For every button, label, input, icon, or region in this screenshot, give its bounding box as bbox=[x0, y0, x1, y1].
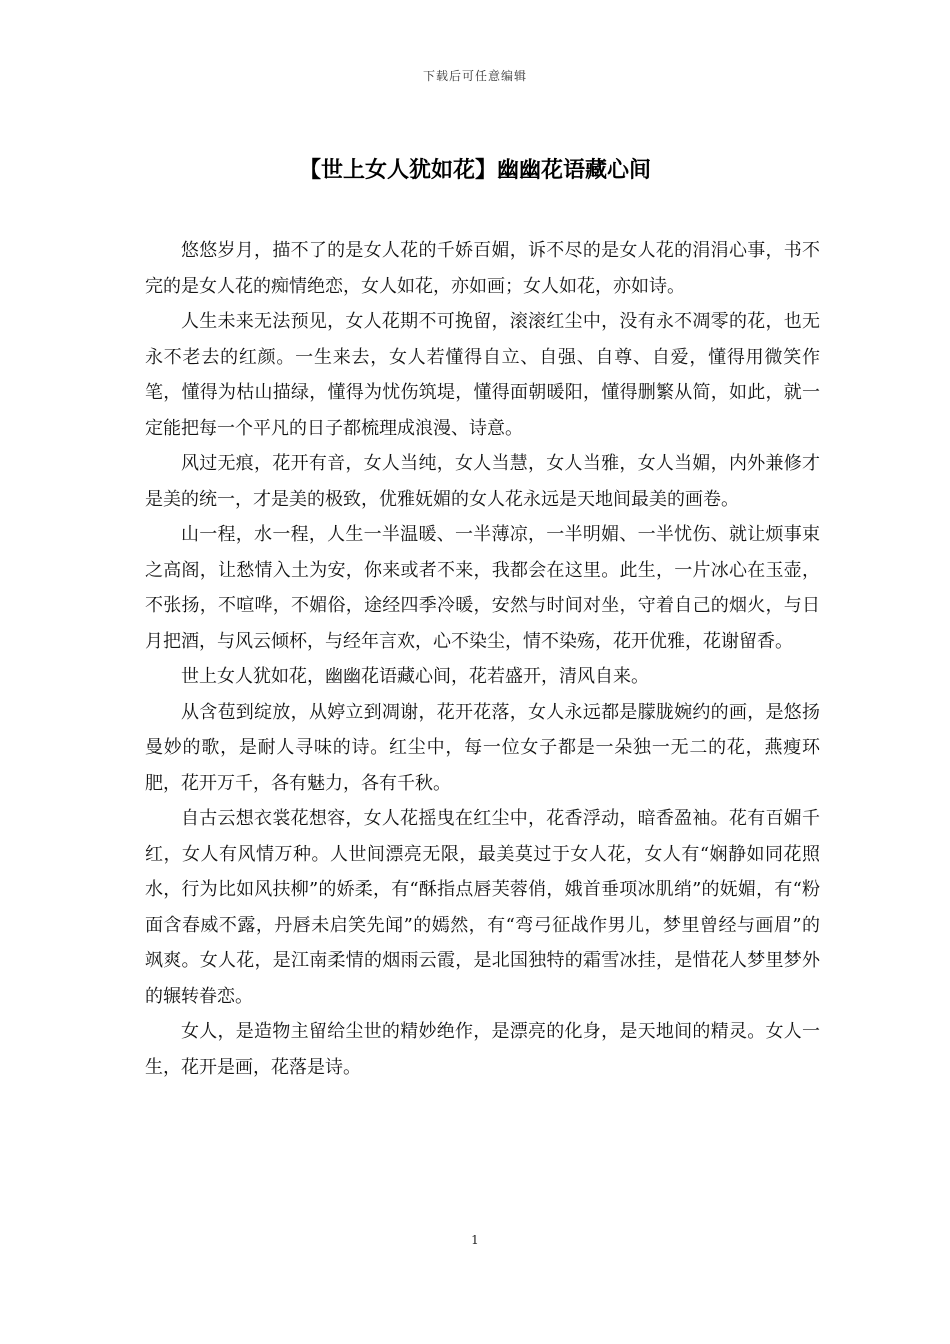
paragraph: 自古云想衣裳花想容，女人花摇曳在红尘中，花香浮动，暗香盈袖。花有百媚千红，女人有风情万种。人世间漂亮无限，最美莫过于女人花，女人有“娴静如同花照水，行为比如风扶柳”的娇柔，有“酥指点唇芙蓉俏，娥首垂项冰肌绡”的妩媚，有“粉面含春威不露，丹唇未启笑先闻”的嫣然，有“弯弓征战作男儿，梦里曾经与画眉”的飒爽。女人花，是江南柔情的烟雨云霞，是北国独特的霜雪冰挂，是惜花人梦里梦外的辗转眷恋。 bbox=[145, 808, 820, 1007]
paragraph: 风过无痕，花开有音，女人当纯，女人当慧，女人当雅，女人当媚，内外兼修才是美的统一，才是美的极致，优雅妩媚的女人花永远是天地间最美的画卷。 bbox=[145, 453, 820, 510]
document-body bbox=[145, 233, 820, 1085]
paragraph: 世上女人犹如花，幽幽花语藏心间，花若盛开，清风自来。 bbox=[181, 666, 649, 687]
paragraph: 从含苞到绽放，从婷立到凋谢，花开花落，女人永远都是朦胧婉约的画，是悠扬曼妙的歌，是耐人寻味的诗。红尘中，每一位女子都是一朵独一无二的花，燕瘦环肥，花开万千，各有魅力，各有千秋。 bbox=[145, 701, 820, 794]
document-title: 【世上女人犹如花】幽幽花语藏心间 bbox=[298, 157, 651, 183]
page-number: 1 bbox=[471, 1233, 479, 1247]
paragraph: 人生未来无法预见，女人花期不可挽留，滚滚红尘中，没有永不凋零的花，也无永不老去的红颜。一生来去，女人若懂得自立、自强、自尊、自爱，懂得用微笑作笔，懂得为枯山描绿，懂得为忧伤筑堤，懂得面朝暖阳，懂得删繁从简，如此，就一定能把每一个平凡的日子都梳理成浪漫、诗意。 bbox=[145, 311, 820, 439]
header-note: 下载后可任意编辑 bbox=[422, 69, 527, 83]
paragraph: 山一程，水一程，人生一半温暖、一半薄凉，一半明媚、一半忧伤、就让烦事束之高阁，让愁情入土为安，你来或者不来，我都会在这里。此生，一片冰心在玉壶，不张扬，不喧哗，不媚俗，途经四季冷暖，安然与时间对坐，守着自己的烟火，与日月把酒，与风云倾杯，与经年言欢，心不染尘，情不染殇，花开优雅，花谢留香。 bbox=[145, 524, 820, 652]
paragraph: 悠悠岁月，描不了的是女人花的千娇百媚，诉不尽的是女人花的涓涓心事，书不完的是女人花的痴情绝恋，女人如花，亦如画；女人如花，亦如诗。 bbox=[145, 240, 820, 297]
paragraph: 女人，是造物主留给尘世的精妙绝作，是漂亮的化身，是天地间的精灵。女人一生，花开是画，花落是诗。 bbox=[145, 1021, 820, 1078]
